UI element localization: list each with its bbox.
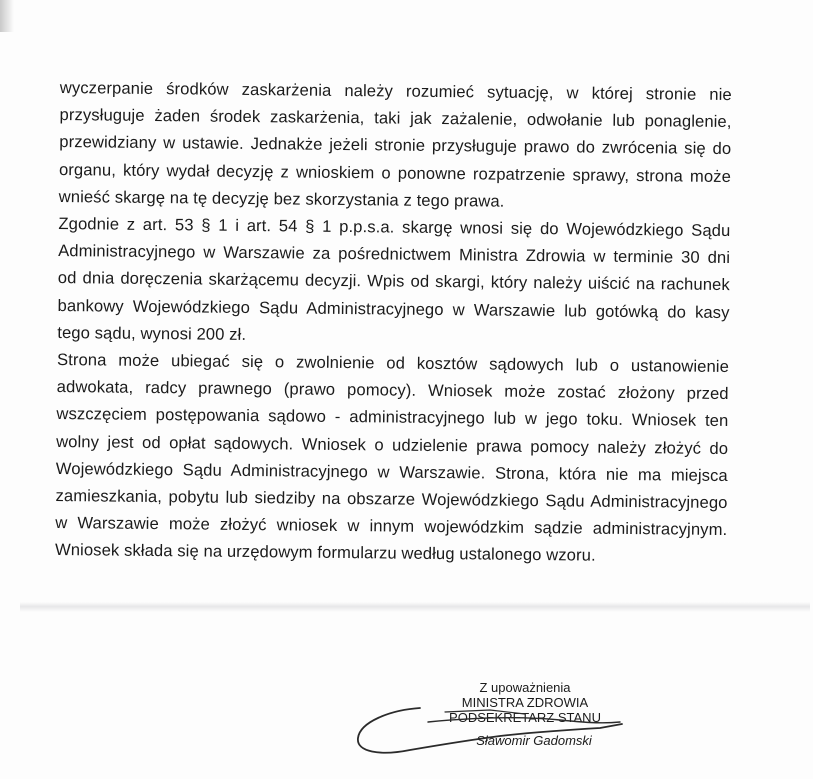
body-line: bankowy Wojewódzkiego Sądu Administracyjnego w Warszawie lub gotówką do kasy [57,295,730,322]
handwritten-signature [350,700,630,760]
paper-fold-line [20,602,810,612]
body-line: przewidziany w ustawie. Jednakże jeżeli stronie przysługuje prawo do zwrócenia się do [59,132,732,159]
body-line: Zgodnie z art. 53 § 1 i art. 54 § 1 p.p.s.a. skargę wnosi się do Wojewódzkiego Sądu [58,214,731,241]
authorization-text: Z upoważnienia [479,680,571,695]
body-line: Wojewódzkiego Sądu Administracyjnego w Warszawie. Strona, która nie ma miejsca [55,458,728,485]
body-line: wyczerpanie środków zaskarżenia należy rozumieć sytuację, w której stronie nie [59,77,732,105]
body-line: wolny jest od opłat sądowych. Wniosek o udzielenie prawa pomocy należy złożyć do [56,431,729,458]
body-line: przysługuje żaden środek zaskarżenia, taki jak zażalenie, odwołanie lub ponaglenie, [59,105,732,132]
position-text: PODSEKRETARZ STANU [449,710,601,725]
body-line: adwokata, radcy prawnego (prawo pomocy). Wniosek może zostać złożony przed [56,377,729,404]
body-line: organu, który wydał decyzję z wnioskiem o ponowne rozpatrzenie sprawy, strona może [58,159,732,186]
body-line: wnieść skargę na tę decyzję bez skorzystania z tego prawa. [58,186,505,211]
office-text: MINISTRA ZDROWIA [461,695,589,710]
body-line: Wniosek składa się na urzędowym formularzu według ustalonego wzoru. [54,540,596,566]
body-line: od dnia doręczenia skarżącemu decyzji. Wpis od skargi, który należy uiścić na rachunek [57,268,730,295]
body-line: tego sądu, wynosi 200 zł. [57,322,247,344]
body-line: zamieszkania, pobytu lub siedziby na obszarze Wojewódzkiego Sądu Administracyjnego [55,486,728,513]
document-body [55,74,732,571]
body-line: Strona może ubiegać się o zwolnienie od kosztów sądowych lub o ustanowienie [56,350,730,377]
body-line: w Warszawie może złożyć wniosek w innym wojewódzkim sądzie administracyjnym. [55,513,728,540]
body-line: wszczęciem postępowania sądowo - administracyjnego lub w jego toku. Wniosek ten [56,404,729,431]
signatory-name: Sławomir Gadomski [476,733,592,748]
body-line: Administracyjnego w Warszawie za pośrednictwem Ministra Zdrowia w terminie 30 dni [58,241,731,268]
scan-edge-shadow [0,0,14,32]
